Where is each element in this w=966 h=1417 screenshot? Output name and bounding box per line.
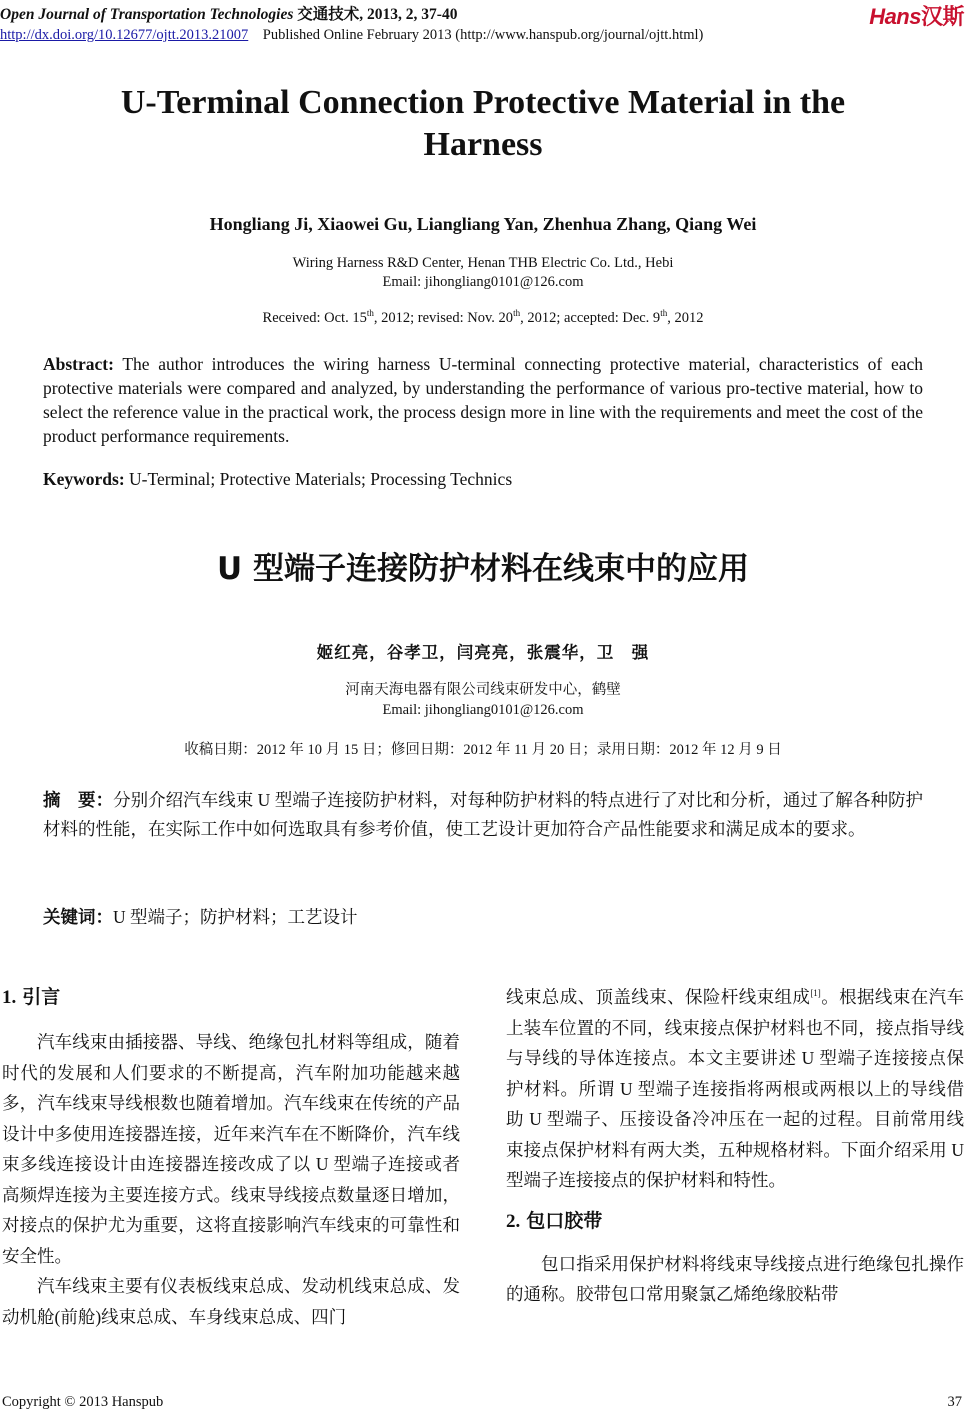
- section-1-title: 引言: [22, 986, 61, 1008]
- received-dates-cn: 收稿日期：2012 年 10 月 15 日；修回日期：2012 年 11 月 20 日；录用日期：2012 年 12 月 9 日: [184, 742, 782, 758]
- column-right: [506, 982, 964, 1310]
- received-dates-en: Received: Oct. 15th, 2012; revised: Nov. 20th, 2012; accepted: Dec. 9th, 2012: [262, 308, 704, 326]
- citation-ref-1[interactable]: [1]: [810, 988, 821, 999]
- keywords-cn-label: 关键词：: [43, 908, 113, 928]
- section-2-para-1: 包口指采用保护材料将线束导线接点进行绝缘包扎操作的通称。胶带包口常用聚氯乙烯绝缘胶粘带: [506, 1253, 964, 1304]
- affiliation-en: Wiring Harness R&D Center, Henan THB Electric Co. Ltd., Hebi: [292, 255, 674, 271]
- logo-text-cn: 汉斯: [920, 4, 964, 29]
- paper-title-cn: U 型端子连接防护材料在线束中的应用: [217, 551, 749, 587]
- title-en-line1: U-Terminal Connection Protective Material in the: [120, 84, 846, 121]
- affiliation-en-block: [0, 254, 966, 292]
- footer-page-number: 37: [947, 1394, 962, 1410]
- keywords-en-label: Keywords:: [43, 469, 125, 489]
- doi-link[interactable]: http://dx.doi.org/10.12677/ojtt.2013.21007: [0, 27, 249, 43]
- keywords-cn-text: U 型端子；防护材料；工艺设计: [113, 907, 358, 927]
- affiliation-cn-block: [0, 680, 966, 720]
- hans-logo: [869, 0, 964, 31]
- published-online: Published Online February 2013 (http://www.hanspub.org/journal/ojtt.html): [262, 27, 704, 43]
- journal-name: Open Journal of Transportation Technologies: [0, 6, 294, 23]
- logo-text-en: Hans: [869, 4, 921, 29]
- abstract-cn-text: 分别介绍汽车线束 U 型端子连接防护材料，对每种防护材料的特点进行了对比和分析，通过了解各种防护材料的性能，在实际工作中如何选取具有参考价值，使工艺设计更加符合产品性能要求和满足成本的要求。: [43, 790, 923, 839]
- abstract-en: [43, 352, 923, 448]
- section-1-para-2: 汽车线束主要有仪表板线束总成、发动机线束总成、发动机舱(前舱)线束总成、车身线束总成、四门: [2, 1276, 460, 1327]
- keywords-cn: [43, 904, 358, 929]
- affiliation-cn: 河南天海电器有限公司线束研发中心，鹤壁: [345, 682, 621, 698]
- publication-line: [0, 27, 703, 44]
- keywords-en-text: U-Terminal; Protective Materials; Processing Technics: [129, 469, 513, 489]
- journal-issue-info: 交通技术, 2013, 2, 37-40: [297, 6, 458, 23]
- section-2-number: 2.: [506, 1210, 521, 1232]
- section-2-title: 包口胶带: [526, 1209, 603, 1232]
- abstract-cn-label: 摘 要：: [43, 791, 114, 811]
- title-en-line2: Harness: [423, 126, 543, 163]
- abstract-cn: [43, 786, 923, 843]
- section-1-para-1: 汽车线束由插接器、导线、绝缘包扎材料等组成，随着时代的发展和人们要求的不断提高，汽车附加功能越来越多，汽车线束导线根数也随着增加。汽车线束在传统的产品设计中多使用连接器连接，近年来汽车在不断降价，汽车线束多线连接设计由连接器连接改成了以 U 型端子连接或者高频焊连接为主要连接方式。线束导线接点数量逐日增加，对接点的保护尤为重要，这将直接影响汽车线束的可靠性和安全性。: [2, 1032, 460, 1266]
- paper-title-en: [0, 82, 966, 166]
- authors-cn: 姬红亮，谷孝卫，闫亮亮，张震华，卫 强: [316, 643, 650, 662]
- section-1-number: 1.: [2, 987, 17, 1008]
- section-1-heading: [2, 982, 460, 1013]
- email-cn: Email: jihongliang0101@126.com: [382, 702, 584, 718]
- authors-en: Hongliang Ji, Xiaowei Gu, Liangliang Yan, Zhenhua Zhang, Qiang Wei: [209, 214, 757, 234]
- keywords-en: [43, 469, 512, 490]
- journal-header: [0, 2, 457, 24]
- footer-copyright: Copyright © 2013 Hanspub: [2, 1394, 164, 1410]
- abstract-en-text: The author introduces the wiring harness U-terminal connecting protective material, characteristics of each protective materials were compared and analyzed, by understanding the performance of various pro-tective material, how to select the reference value in the practical work, the process design more in line with the requirements and meet the cost of the product performance requirements.: [43, 354, 924, 446]
- email-en: Email: jihongliang0101@126.com: [382, 274, 584, 290]
- column-left: [2, 982, 460, 1332]
- section-1-para-2-continued: 线束总成、顶盖线束、保险杆线束组成[1]。根据线束在汽车上装车位置的不同，线束接点保护材料也不同，接点指导线与导线的导体连接点。本文主要讲述 U 型端子连接接点保护材料。所谓 U 型端子连接指将两根或两根以上的导线借助 U 型端子、压接设备冷冲压在一起的过程。目前常用线束接点保护材料有两大类，五种规格材料。下面介绍采用 U 型端子连接接点的保护材料和特性。: [506, 987, 965, 1190]
- section-2-heading: [506, 1206, 964, 1237]
- abstract-en-label: Abstract:: [43, 354, 114, 374]
